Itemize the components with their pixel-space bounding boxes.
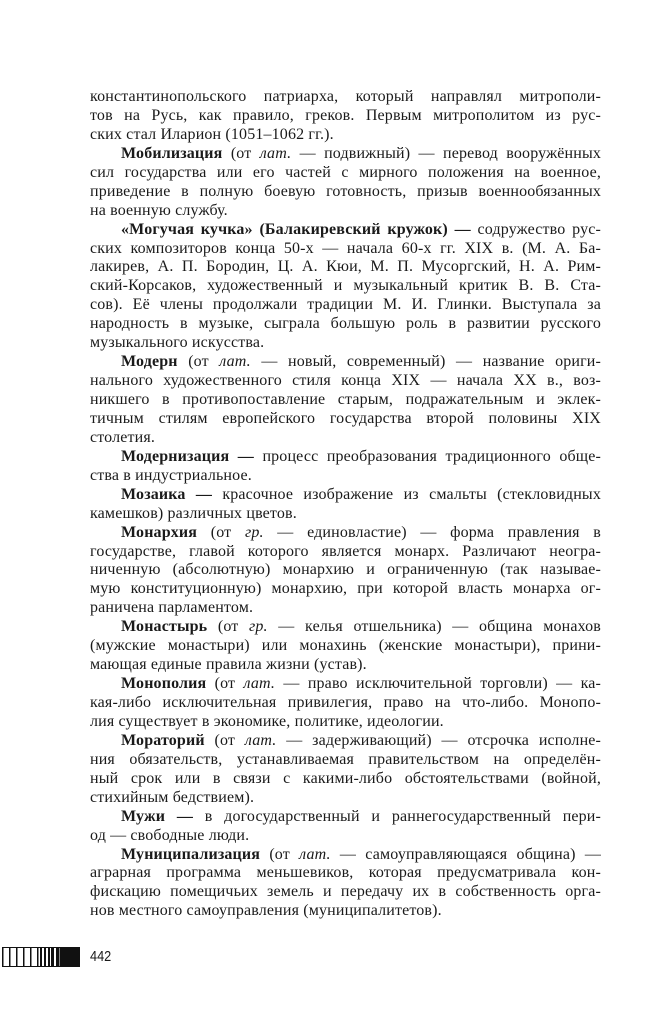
text-line bbox=[90, 164, 601, 183]
text-run: (от bbox=[222, 144, 260, 162]
text-run: ских композиторов конца 50-х — начала 60-х гг. XIX в. (М. А. Ба- bbox=[90, 239, 601, 257]
text-run: в догосударственный и раннегосударственный пери- bbox=[193, 807, 601, 825]
glossary-entry bbox=[90, 486, 601, 524]
text-line bbox=[90, 883, 601, 902]
text-run: аграрная программа меньшевиков, которая предусматривала кон- bbox=[90, 864, 601, 882]
text-run: од — свободные люди. bbox=[90, 826, 250, 844]
text-run: содружество рус- bbox=[470, 220, 601, 238]
text-run: красочное изображение из смальты (стекловидных bbox=[212, 485, 601, 503]
text-line bbox=[90, 543, 601, 562]
text-run: (от bbox=[204, 731, 245, 749]
text-line bbox=[90, 145, 601, 164]
text-line bbox=[90, 391, 601, 410]
text-run: сов). Её члены продолжали традиции М. И. Глинки. Выступала за bbox=[90, 296, 601, 314]
text-line bbox=[90, 202, 601, 221]
text-run: тичным стилям европейского государства второй половины XIX bbox=[90, 409, 601, 427]
text-run: ский-Корсаков, художественный и музыкальный критик В. В. Ста- bbox=[90, 277, 601, 295]
text-line bbox=[90, 599, 601, 618]
text-run: лия существует в экономике, политике, идеологии. bbox=[90, 712, 444, 730]
text-run: — самоуправляющаяся община) — bbox=[330, 845, 602, 863]
barcode-stripes-icon bbox=[40, 947, 62, 967]
text-line bbox=[90, 618, 601, 637]
page-number: 442 bbox=[90, 948, 112, 965]
text-line bbox=[90, 258, 601, 277]
text-line bbox=[90, 88, 601, 107]
paragraph-continuation bbox=[90, 88, 601, 145]
text-run: ства в индустриальное. bbox=[90, 466, 252, 484]
language-abbrev: гр. bbox=[249, 618, 268, 636]
text-line bbox=[90, 694, 601, 713]
text-line bbox=[90, 221, 601, 240]
glossary-entry bbox=[90, 732, 601, 808]
language-abbrev: лат. bbox=[219, 353, 251, 371]
text-run: народность в музыке, сыграла большую роль в развитии русского bbox=[90, 315, 601, 333]
language-abbrev: лат. bbox=[299, 845, 331, 863]
text-line bbox=[90, 808, 601, 827]
text-line bbox=[90, 353, 601, 372]
entry-term: Мужи — bbox=[121, 807, 193, 825]
text-run: столетия. bbox=[90, 428, 156, 446]
text-line bbox=[90, 467, 601, 486]
text-run: кая-либо исключительная привилегия, право на что-либо. Монопо- bbox=[90, 694, 601, 711]
text-line bbox=[90, 580, 601, 599]
text-line bbox=[90, 429, 601, 448]
text-line bbox=[90, 656, 601, 675]
text-run: раничена парламентом. bbox=[90, 599, 254, 617]
text-line bbox=[90, 126, 601, 145]
entry-term: Монополия bbox=[121, 675, 207, 693]
text-run: — подвижный) — перевод вооружённых bbox=[291, 144, 601, 162]
text-line bbox=[90, 846, 601, 865]
text-line bbox=[90, 296, 601, 315]
text-run: на военную службу. bbox=[90, 201, 228, 219]
text-run: (от bbox=[207, 618, 250, 636]
language-abbrev: лат. bbox=[259, 144, 292, 162]
text-run: ния обязательств, устанавливаемая правительством на определён- bbox=[90, 750, 601, 768]
text-line bbox=[90, 732, 601, 751]
text-run: ниченную (абсолютную) монархию и ограниченную (так называе- bbox=[90, 561, 601, 579]
text-run: процесс преобразования традиционного обще- bbox=[253, 447, 601, 465]
text-line bbox=[90, 827, 601, 846]
glossary-entry bbox=[90, 448, 601, 486]
text-run: тов на Русь, как правило, греков. Первым митрополитом из рус- bbox=[90, 106, 601, 124]
text-run: музыкального искусства. bbox=[90, 334, 265, 352]
entry-term: Мораторий bbox=[121, 731, 205, 749]
text-line bbox=[90, 240, 601, 259]
text-run: нального художественного стиля конца XIX — начала XX в., воз- bbox=[90, 372, 601, 390]
text-run: мающая единые правила жизни (устав). bbox=[90, 656, 367, 674]
entry-term: Монастырь bbox=[121, 618, 208, 636]
text-run: — право исключительной торговли) — ка- bbox=[275, 675, 601, 693]
glossary-entry bbox=[90, 353, 601, 448]
text-run: (от bbox=[206, 675, 244, 693]
text-run: — единовластие) — форма правления в bbox=[263, 523, 602, 541]
text-line bbox=[90, 486, 601, 505]
text-line bbox=[90, 107, 601, 126]
text-line bbox=[90, 789, 601, 808]
text-run: константинопольского патриарха, который направлял митрополи- bbox=[90, 88, 601, 105]
text-line bbox=[90, 902, 601, 921]
text-run: никшего в противопоставление старым, подражательным и эклек- bbox=[90, 391, 601, 408]
text-line bbox=[90, 448, 601, 467]
text-line bbox=[90, 864, 601, 883]
text-line bbox=[90, 770, 601, 789]
text-run: мую конституционную) монархию, при которой власть монарха ог- bbox=[90, 580, 601, 598]
text-line bbox=[90, 410, 601, 429]
text-line bbox=[90, 561, 601, 580]
text-run: фискацию помещичьих земель и передачу их в собственность орга- bbox=[90, 883, 601, 901]
text-line bbox=[90, 637, 601, 656]
text-run: (мужские монастыри) или монахинь (женские монастыри), прини- bbox=[90, 637, 601, 655]
text-line bbox=[90, 751, 601, 770]
text-line bbox=[90, 505, 601, 524]
text-line bbox=[90, 315, 601, 334]
text-run: сил государства или его частей с мирного положения на военное, bbox=[90, 163, 601, 181]
text-run: ный срок или в связи с какими-либо обстоятельствами (войной, bbox=[90, 769, 601, 787]
language-abbrev: лат. bbox=[244, 731, 277, 749]
glossary-entry bbox=[90, 618, 601, 675]
text-line bbox=[90, 183, 601, 202]
glossary-entry bbox=[90, 808, 601, 846]
entry-term: Монархия bbox=[121, 523, 198, 541]
entry-term: Мобилизация bbox=[121, 144, 223, 162]
glossary-entry bbox=[90, 221, 601, 354]
language-abbrev: лат. bbox=[243, 675, 276, 693]
text-run: (от bbox=[260, 845, 300, 863]
text-run: камешков) различных цветов. bbox=[90, 504, 297, 522]
glossary-entry bbox=[90, 675, 601, 732]
entry-term: Мозаика — bbox=[121, 485, 213, 503]
text-line bbox=[90, 524, 601, 543]
entry-term: Модерн bbox=[121, 353, 178, 371]
glossary-entry bbox=[90, 846, 601, 922]
page-footer bbox=[0, 947, 200, 969]
text-run: нов местного самоуправления (муниципалитетов). bbox=[90, 902, 442, 920]
text-line bbox=[90, 372, 601, 391]
glossary-text bbox=[90, 88, 601, 921]
text-run: — новый, современный) — название ориги- bbox=[250, 353, 601, 371]
entry-term: Муниципализация bbox=[121, 845, 261, 863]
text-run: — келья отшельника) — община монахов bbox=[267, 618, 601, 636]
text-run: — задерживающий) — отсрочка исполне- bbox=[276, 731, 602, 749]
text-run: государстве, главой которого является монарх. Различают неогра- bbox=[90, 542, 601, 560]
text-line bbox=[90, 334, 601, 353]
text-line bbox=[90, 675, 601, 694]
text-run: лакирев, А. П. Бородин, Ц. А. Кюи, М. П. Мусоргский, Н. А. Рим- bbox=[90, 258, 601, 276]
entry-term: «Могучая кучка» (Балакиревский кружок) — bbox=[121, 220, 471, 238]
text-line bbox=[90, 277, 601, 296]
text-run: (от bbox=[197, 523, 245, 541]
glossary-entry bbox=[90, 145, 601, 221]
text-run: приведение в полную боевую готовность, призыв военнообязанных bbox=[90, 182, 601, 200]
glossary-entry bbox=[90, 524, 601, 619]
language-abbrev: гр. bbox=[244, 523, 264, 541]
text-line bbox=[90, 713, 601, 732]
text-run: (от bbox=[177, 353, 220, 371]
entry-term: Модернизация — bbox=[121, 447, 254, 465]
text-run: стихийным бедствием). bbox=[90, 788, 255, 806]
text-run: ских стал Иларион (1051–1062 гг.). bbox=[90, 125, 334, 143]
